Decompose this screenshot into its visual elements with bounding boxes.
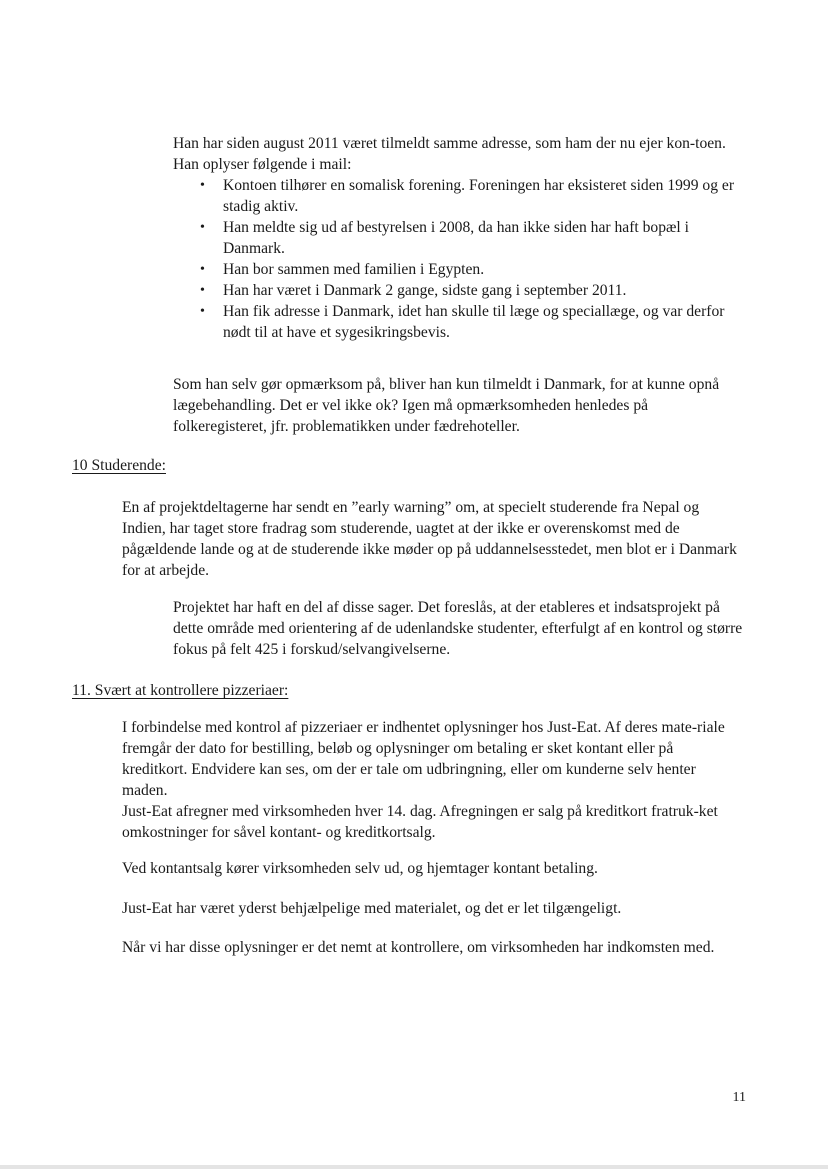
section-11-control-paragraph: Når vi har disse oplysninger er det nemt at kontrollere, om virksomheden har indkomsten med. bbox=[122, 939, 715, 956]
section-10-proposal-paragraph: Projektet har haft en del af disse sager. Det foreslås, at der etableres et indsatsprojekt på dette område med orientering af de udenlandske studenter, efterfulgt af en kontrol og større fokus på felt 425 i forskud/selvangivelserne. bbox=[173, 599, 743, 658]
section-10-paragraph: En af projektdeltagerne har sendt en ”early warning” om, at specielt studerende fra Nepal og Indien, har taget store fradrag som studerende, uagtet at der ikke er overenskomst med de pågældende lande og at de studerende ikke møder op på uddannelsesstedet, men blot er i Danmark for at arbejde. bbox=[122, 499, 737, 579]
section-11-cash-paragraph: Ved kontantsalg kører virksomheden selv ud, og hjemtager kontant betaling. bbox=[122, 860, 598, 877]
page-number: 11 bbox=[732, 1090, 746, 1105]
intro-paragraph: Han har siden august 2011 været tilmeldt samme adresse, som ham der nu ejer kon-toen. bbox=[173, 135, 726, 152]
page-bottom-edge bbox=[0, 1165, 828, 1169]
list-item: • Han bor sammen med familien i Egypten. bbox=[197, 259, 743, 280]
section-11-heading: 11. Svært at kontrollere pizzeriaer: bbox=[72, 682, 289, 699]
intro-block bbox=[173, 133, 743, 343]
section-11-paragraph: I forbindelse med kontrol af pizzeriaer er indhentet oplysninger hos Just-Eat. Af deres mate-riale fremgår der dato for bestilling, beløb og oplysninger om betaling er sket kontant eller på kreditkort. Endvidere kan ses, om der er tale om udbringning, eller om kunderne selv henter maden. bbox=[122, 719, 725, 799]
section-10-heading: 10 Studerende: bbox=[72, 457, 166, 474]
section-11-helpful-paragraph: Just-Eat har været yderst behjælpelige med materialet, og det er let tilgængeligt. bbox=[122, 900, 622, 917]
list-item: • Han meldte sig ud af bestyrelsen i 2008, da han ikke siden har haft bopæl i Danmark. bbox=[197, 217, 743, 259]
list-item: • Han fik adresse i Danmark, idet han skulle til læge og speciallæge, og var derfor nødt til at have et sygesikringsbevis. bbox=[197, 301, 743, 343]
mail-points-list bbox=[197, 175, 743, 343]
section-11-settlement-paragraph: Just-Eat afregner med virksomheden hver 14. dag. Afregningen er salg på kreditkort fratruk-ket omkostninger for såvel kontant- og kreditkortsalg. bbox=[122, 803, 718, 841]
section-11-body bbox=[122, 717, 742, 843]
list-item: • Kontoen tilhører en somalisk forening. Foreningen har eksisteret siden 1999 og er stadig aktiv. bbox=[197, 175, 743, 217]
mail-intro-paragraph: Han oplyser følgende i mail: bbox=[173, 156, 352, 173]
list-item: • Han har været i Danmark 2 gange, sidste gang i september 2011. bbox=[197, 280, 743, 301]
conclusion-paragraph: Som han selv gør opmærksom på, bliver han kun tilmeldt i Danmark, for at kunne opnå lægebehandling. Det er vel ikke ok? Igen må opmærksomheden henledes på folkeregisteret, jfr. problematikken under fædrehoteller. bbox=[173, 376, 720, 435]
